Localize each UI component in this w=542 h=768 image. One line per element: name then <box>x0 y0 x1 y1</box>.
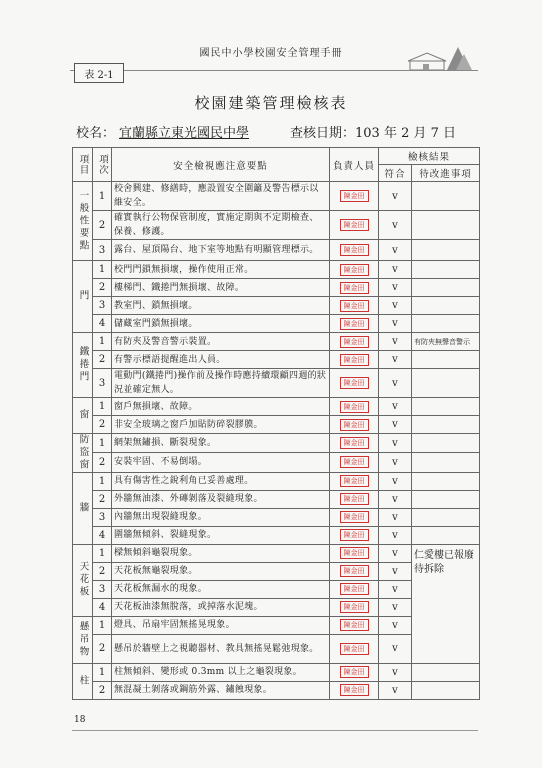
date-value: 103 年 2 月 7 日 <box>355 126 457 141</box>
item-number: 2 <box>93 453 112 472</box>
item-text: 儲藏室門鎖無損壞。 <box>112 315 330 333</box>
pass-check: v <box>379 616 412 634</box>
responsible-person-cell <box>330 315 379 333</box>
item-text: 露台、屋頂陽台、地下室等地點有明顯管理標示。 <box>112 240 330 261</box>
todo-remark <box>412 526 480 544</box>
table-row <box>73 453 480 472</box>
todo-remark <box>412 663 480 681</box>
pass-check: v <box>379 598 412 616</box>
footer-rule <box>72 730 478 731</box>
responsible-person-cell <box>330 634 379 663</box>
responsible-person-cell <box>330 472 379 490</box>
item-text: 安裝牢固、不易倒塌。 <box>112 453 330 472</box>
table-row <box>73 333 480 351</box>
table-row <box>73 472 480 490</box>
pass-check: v <box>379 279 412 297</box>
pass-check: v <box>379 580 412 598</box>
pass-check: v <box>379 297 412 315</box>
pass-check: v <box>379 416 412 434</box>
name-stamp: 陳金田 <box>340 219 369 231</box>
responsible-person-cell <box>330 333 379 351</box>
item-text: 網架無鏽損、斷裂現象。 <box>112 434 330 453</box>
name-stamp: 陳金田 <box>340 565 369 577</box>
responsible-person-cell <box>330 416 379 434</box>
pass-check: v <box>379 261 412 279</box>
item-text: 具有傷害性之銳利角已妥善處理。 <box>112 472 330 490</box>
school-label: 校名： <box>76 126 116 141</box>
responsible-person-cell <box>330 261 379 279</box>
item-text: 確實執行公物保管制度，實施定期與不定期檢查、保養、修護。 <box>112 211 330 240</box>
item-number: 1 <box>93 398 112 416</box>
todo-remark <box>412 315 480 333</box>
document-title: 校園建築管理檢核表 <box>194 94 348 112</box>
table-row <box>73 526 480 544</box>
item-number: 4 <box>93 526 112 544</box>
responsible-person-cell <box>330 544 379 562</box>
todo-remark <box>412 508 480 526</box>
responsible-person-cell <box>330 681 379 699</box>
todo-remark: 仁愛樓已報廢待拆除 <box>412 544 480 663</box>
table-row <box>73 508 480 526</box>
responsible-person-cell <box>330 453 379 472</box>
pass-check: v <box>379 634 412 663</box>
todo-remark <box>412 369 480 398</box>
name-stamp: 陳金田 <box>340 619 369 631</box>
item-text: 燈具、吊扇牢固無搖晃現象。 <box>112 616 330 634</box>
responsible-person-cell <box>330 526 379 544</box>
pass-check: v <box>379 182 412 211</box>
todo-remark <box>412 472 480 490</box>
name-stamp: 陳金田 <box>340 547 369 559</box>
responsible-person-cell <box>330 616 379 634</box>
item-number: 2 <box>93 416 112 434</box>
checklist-table <box>72 147 480 700</box>
item-number: 1 <box>93 544 112 562</box>
category-cell: 一般性要點 <box>73 182 93 261</box>
responsible-person-cell <box>330 434 379 453</box>
table-row <box>73 297 480 315</box>
table-row <box>73 315 480 333</box>
responsible-person-cell <box>330 663 379 681</box>
category-cell: 防盜窗 <box>73 434 93 473</box>
todo-remark <box>412 398 480 416</box>
item-text: 天花板無龜裂現象。 <box>112 562 330 580</box>
pass-check: v <box>379 681 412 699</box>
pass-check: v <box>379 240 412 261</box>
pass-check: v <box>379 434 412 453</box>
table-row <box>73 351 480 369</box>
item-text: 教室門、鎖無損壞。 <box>112 297 330 315</box>
table-row <box>73 434 480 453</box>
table-row <box>73 544 480 562</box>
page-number: 18 <box>74 715 86 725</box>
responsible-person-cell <box>330 508 379 526</box>
name-stamp: 陳金田 <box>340 318 369 330</box>
name-stamp: 陳金田 <box>340 300 369 312</box>
item-text: 電動門(鐵捲門)操作前及操作時應持續環顧四週的狀況並確定無人。 <box>112 369 330 398</box>
name-stamp: 陳金田 <box>340 377 369 389</box>
name-stamp: 陳金田 <box>340 264 369 276</box>
school-name: 宜蘭縣立東光國民中學 <box>119 126 250 141</box>
responsible-person-cell <box>330 598 379 616</box>
item-text: 內牆無出現裂縫現象。 <box>112 508 330 526</box>
item-text: 天花板油漆無脫落，或掉落水泥塊。 <box>112 598 330 616</box>
item-number: 1 <box>93 663 112 681</box>
pass-check: v <box>379 369 412 398</box>
item-text: 無混凝土剝落或鋼筋外露、鏽蝕現象。 <box>112 681 330 699</box>
responsible-person-cell <box>330 351 379 369</box>
category-cell: 鐵捲門 <box>73 333 93 398</box>
name-stamp: 陳金田 <box>340 437 369 449</box>
item-number: 4 <box>93 315 112 333</box>
name-stamp: 陳金田 <box>340 190 369 202</box>
todo-remark <box>412 434 480 453</box>
manual-title: 國民中小學校園安全管理手冊 <box>199 48 343 59</box>
pass-check: v <box>379 472 412 490</box>
header-rule <box>70 70 478 71</box>
pass-check: v <box>379 351 412 369</box>
table-row <box>73 240 480 261</box>
item-text: 天花板無漏水的現象。 <box>112 580 330 598</box>
item-number: 1 <box>93 472 112 490</box>
item-text: 圍牆無傾斜、裂縫現象。 <box>112 526 330 544</box>
table-row <box>73 369 480 398</box>
responsible-person-cell <box>330 211 379 240</box>
todo-remark <box>412 416 480 434</box>
item-text: 樓梯門、鐵捲門無損壞、故障。 <box>112 279 330 297</box>
responsible-person-cell <box>330 297 379 315</box>
name-stamp: 陳金田 <box>340 666 369 678</box>
item-number: 1 <box>93 182 112 211</box>
name-stamp: 陳金田 <box>340 282 369 294</box>
item-number: 2 <box>93 211 112 240</box>
item-number: 2 <box>93 351 112 369</box>
item-text: 有防夾及警音警示裝置。 <box>112 333 330 351</box>
name-stamp: 陳金田 <box>340 419 369 431</box>
responsible-person-cell <box>330 240 379 261</box>
date-line <box>290 122 456 141</box>
item-number: 3 <box>93 297 112 315</box>
item-text: 外牆無油漆、外磚剝落及裂縫現象。 <box>112 490 330 508</box>
date-label: 查核日期： <box>290 126 356 141</box>
pass-check: v <box>379 211 412 240</box>
item-number: 2 <box>93 562 112 580</box>
todo-remark <box>412 211 480 240</box>
item-number: 2 <box>93 279 112 297</box>
todo-remark <box>412 261 480 279</box>
school-line <box>76 122 249 141</box>
responsible-person-cell <box>330 398 379 416</box>
name-stamp: 陳金田 <box>340 354 369 366</box>
table-row <box>73 663 480 681</box>
header-result: 檢核結果 <box>379 148 480 165</box>
name-stamp: 陳金田 <box>340 336 369 348</box>
item-number: 2 <box>93 634 112 663</box>
item-number: 3 <box>93 240 112 261</box>
todo-remark <box>412 351 480 369</box>
category-cell: 窗 <box>73 398 93 434</box>
item-text: 窗戶無損壞、故障。 <box>112 398 330 416</box>
item-number: 2 <box>93 681 112 699</box>
pass-check: v <box>379 490 412 508</box>
header-category: 項目 <box>73 148 93 182</box>
category-cell: 柱 <box>73 663 93 699</box>
name-stamp: 陳金田 <box>340 401 369 413</box>
responsible-person-cell <box>330 490 379 508</box>
table-row <box>73 182 480 211</box>
responsible-person-cell <box>330 182 379 211</box>
name-stamp: 陳金田 <box>340 684 369 696</box>
table-row <box>73 681 480 699</box>
header-item: 安全檢視應注意要點 <box>112 148 330 182</box>
table-tag: 表 2-1 <box>74 63 124 83</box>
item-number: 3 <box>93 369 112 398</box>
name-stamp: 陳金田 <box>340 583 369 595</box>
table-row <box>73 279 480 297</box>
pass-check: v <box>379 333 412 351</box>
todo-remark: 有防夾無聲音警示 <box>412 333 480 351</box>
category-cell: 懸吊物 <box>73 616 93 663</box>
responsible-person-cell <box>330 369 379 398</box>
header-pass: 符合 <box>379 165 412 182</box>
table-row <box>73 490 480 508</box>
header-seq: 項次 <box>93 148 112 182</box>
item-text: 非安全玻璃之窗戶加貼防碎裂膠膜。 <box>112 416 330 434</box>
name-stamp: 陳金田 <box>340 493 369 505</box>
name-stamp: 陳金田 <box>340 601 369 613</box>
name-stamp: 陳金田 <box>340 643 369 655</box>
pass-check: v <box>379 663 412 681</box>
table-row <box>73 261 480 279</box>
item-number: 4 <box>93 598 112 616</box>
table-row <box>73 211 480 240</box>
item-text: 有警示標語提醒進出人員。 <box>112 351 330 369</box>
category-cell: 牆 <box>73 472 93 544</box>
table-row <box>73 398 480 416</box>
pass-check: v <box>379 526 412 544</box>
item-text: 懸吊於牆壁上之視聽器材、教具無搖晃鬆弛現象。 <box>112 634 330 663</box>
category-cell: 天花板 <box>73 544 93 616</box>
header-todo: 待改進事項 <box>412 165 480 182</box>
table-row <box>73 416 480 434</box>
name-stamp: 陳金田 <box>340 456 369 468</box>
item-number: 1 <box>93 434 112 453</box>
category-cell: 門 <box>73 261 93 333</box>
pass-check: v <box>379 453 412 472</box>
item-number: 2 <box>93 490 112 508</box>
item-text: 柱無傾斜、變形或 0.3mm 以上之龜裂現象。 <box>112 663 330 681</box>
name-stamp: 陳金田 <box>340 475 369 487</box>
pass-check: v <box>379 398 412 416</box>
item-number: 3 <box>93 508 112 526</box>
todo-remark <box>412 279 480 297</box>
name-stamp: 陳金田 <box>340 244 369 256</box>
pass-check: v <box>379 544 412 562</box>
responsible-person-cell <box>330 279 379 297</box>
todo-remark <box>412 453 480 472</box>
responsible-person-cell <box>330 562 379 580</box>
todo-remark <box>412 240 480 261</box>
item-text: 校舍興建、修繕時，應設置安全圍籬及警告標示以維安全。 <box>112 182 330 211</box>
name-stamp: 陳金田 <box>340 529 369 541</box>
todo-remark <box>412 182 480 211</box>
header-person: 負責人員 <box>330 148 379 182</box>
responsible-person-cell <box>330 580 379 598</box>
pass-check: v <box>379 315 412 333</box>
item-number: 1 <box>93 333 112 351</box>
item-number: 1 <box>93 261 112 279</box>
pass-check: v <box>379 562 412 580</box>
todo-remark <box>412 681 480 699</box>
item-text: 校門門鎖無損壞，操作使用正常。 <box>112 261 330 279</box>
item-text: 樑無傾斜龜裂現象。 <box>112 544 330 562</box>
pass-check: v <box>379 508 412 526</box>
todo-remark <box>412 490 480 508</box>
name-stamp: 陳金田 <box>340 511 369 523</box>
item-number: 3 <box>93 580 112 598</box>
item-number: 1 <box>93 616 112 634</box>
todo-remark <box>412 297 480 315</box>
